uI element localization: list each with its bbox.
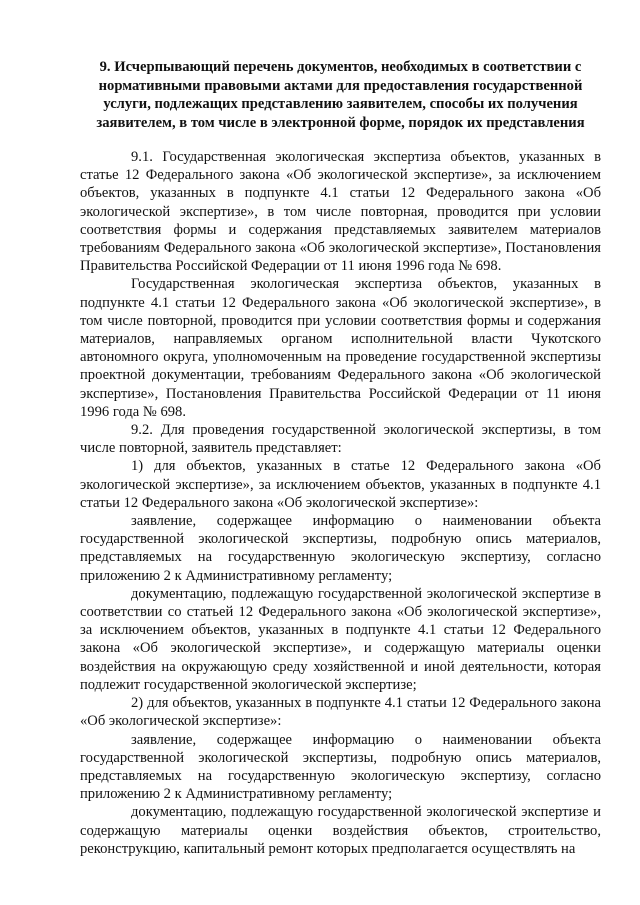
section-heading: 9. Исчерпывающий перечень документов, необходимых в соответствии с нормативными правовыми актами для предоставления государственной услуги, подлежащих представлению заявителем, способы их получения заявителем, в том числе в электронной форме, порядок их представления [96, 59, 585, 131]
document-page [80, 58, 601, 858]
list-item-1-documentation: документацию, подлежащую государственной экологической экспертизе в соответствии со статьей 12 Федерального закона «Об экологической экспертизе», за исключением объектов, указанных в подпункте 4.1 статьи 12 Федерального закона «Об экологической экспертизе», и содержащую материалы оценки воздействия на окружающую среду хозяйственной и иной деятельности, которая подлежит государственной экологической экспертизе; [80, 585, 601, 693]
list-item-2-documentation: документацию, подлежащую государственной экологической экспертизе и содержащую материалы оценки воздействия объектов, строительство, реконструкцию, капитальный ремонт которых предполагается осуществлять на [80, 804, 601, 857]
list-item-1-application: заявление, содержащее информацию о наименовании объекта государственной экологической экспертизы, подробную опись материалов, представляемых на государственную экологическую экспертизу, согласно приложению 2 к Административному регламенту; [80, 513, 601, 584]
paragraph-9-2: 9.2. Для проведения государственной экологической экспертизы, в том числе повторной, заявитель представляет: [80, 422, 601, 457]
list-item-2-application: заявление, содержащее информацию о наименовании объекта государственной экологической экспертизы, подробную опись материалов, представляемых на государственную экологическую экспертизу, согласно приложению 2 к Административному регламенту; [80, 731, 601, 803]
list-item-2: 2) для объектов, указанных в подпункте 4.1 статьи 12 Федерального закона «Об экологической экспертизе»: [80, 695, 601, 730]
list-item-1: 1) для объектов, указанных в статье 12 Федерального закона «Об экологической экспертизе», за исключением объектов, указанных в подпункте 4.1 статьи 12 Федерального закона «Об экологической экспертизе»: [80, 458, 601, 511]
paragraph-expertise-4-1: Государственная экологическая экспертиза объектов, указанных в подпункте 4.1 статьи 12 Федерального закона «Об экологической экспертизе», в том числе повторной, проводится при условии соответствия формы и содержания материалов, направляемых органом исполнительной власти Чукотского автономного округа, уполномоченным на проведение государственной экспертизы проектной документации, требованиям Федерального закона «Об экологической экспертизе», Постановления Правительства Российской Федерации от 11 июня 1996 года № 698. [80, 276, 601, 420]
paragraph-9-1: 9.1. Государственная экологическая экспертиза объектов, указанных в статье 12 Федерального закона «Об экологической экспертизе», за исключением объектов, указанных в подпункте 4.1 статьи 12 Федерального закона «Об экологической экспертизе», в том числе повторная, проводится при условии соответствия формы и содержания представляемых заявителем материалов требованиям Федерального закона «Об экологической экспертизе», Постановления Правительства Российской Федерации от 11 июня 1996 года № 698. [80, 149, 601, 275]
